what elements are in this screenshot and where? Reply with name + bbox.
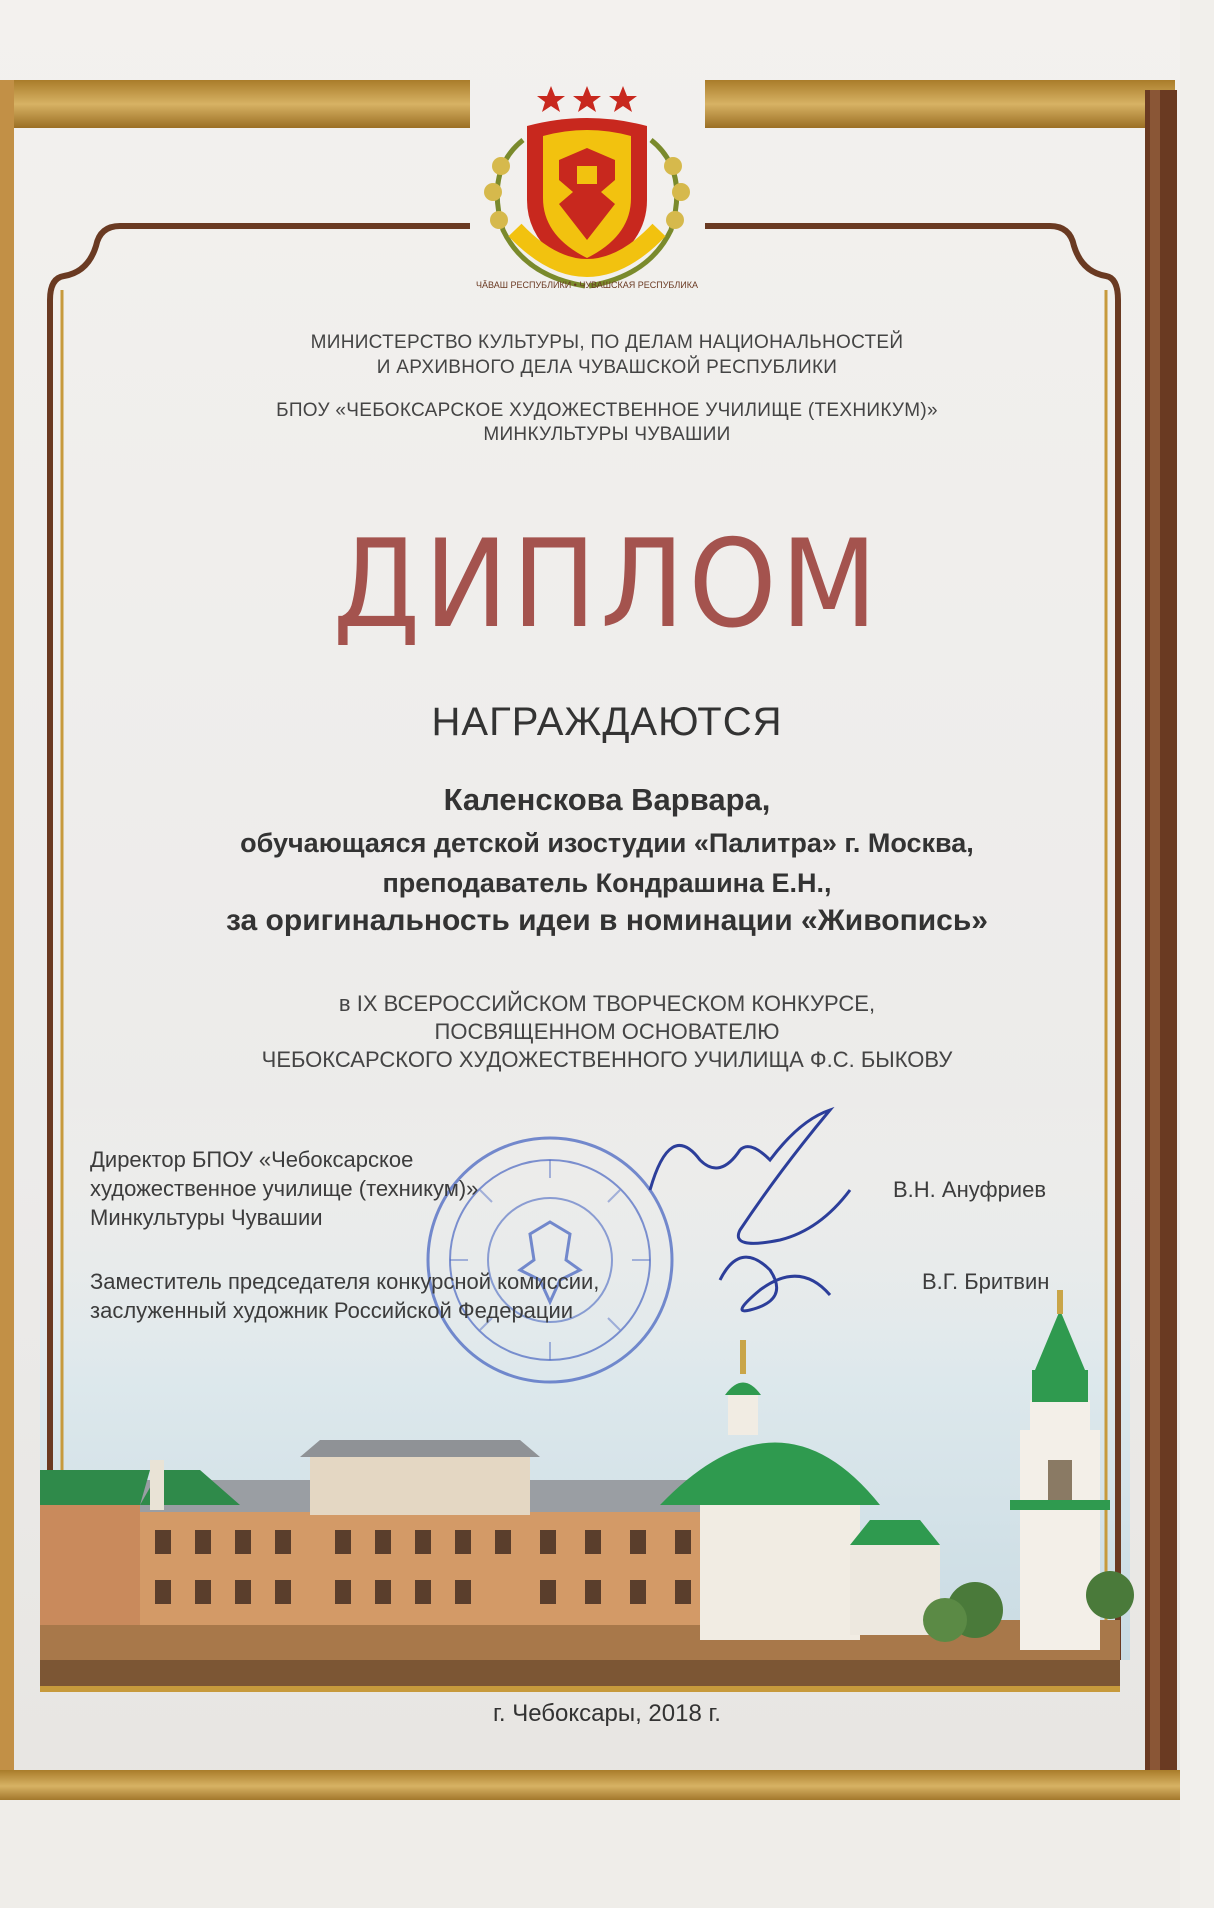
- ministry-line-1: МИНИСТЕРСТВО КУЛЬТУРЫ, ПО ДЕЛАМ НАЦИОНАЛЬНОСТЕЙ: [310, 332, 904, 353]
- signature-scribbles-icon: [630, 1080, 910, 1340]
- awarded-heading: НАГРАЖДАЮТСЯ: [431, 700, 783, 744]
- award-reason: за оригинальность идеи в номинации «Живопись»: [226, 904, 988, 937]
- director-title: [90, 1145, 478, 1232]
- contest-text: [0, 990, 1214, 1074]
- contest-line-1: в IX ВСЕРОССИЙСКОМ ТВОРЧЕСКОМ КОНКУРСЕ,: [338, 991, 876, 1016]
- deputy-line-2: заслуженный художник Российской Федерации: [90, 1298, 574, 1323]
- recipient-name: Каленскова Варвара,: [443, 782, 771, 817]
- contest-line-3: ЧЕБОКСАРСКОГО ХУДОЖЕСТВЕННОГО УЧИЛИЩА Ф.С. БЫКОВУ: [261, 1047, 953, 1072]
- director-line-2: художественное училище (техникум)»: [90, 1176, 479, 1201]
- recipient-teacher: преподаватель Кондрашина Е.Н.,: [382, 868, 832, 898]
- city-year: г. Чебоксары, 2018 г.: [493, 1700, 721, 1727]
- deputy-line-1: Заместитель председателя конкурсной комиссии,: [90, 1269, 600, 1294]
- contest-line-2: ПОСВЯЩЕННОМ ОСНОВАТЕЛЮ: [434, 1019, 780, 1044]
- school-line-1: БПОУ «ЧЕБОКСАРСКОЕ ХУДОЖЕСТВЕННОЕ УЧИЛИЩЕ (ТЕХНИКУМ)»: [276, 400, 938, 421]
- director-name: В.Н. Ануфриев: [893, 1177, 1047, 1202]
- diploma-title: ДИПЛОМ: [332, 514, 882, 656]
- director-line-1: Директор БПОУ «Чебоксарское: [90, 1147, 414, 1172]
- deputy-name: В.Г. Бритвин: [922, 1269, 1050, 1294]
- chuvash-emblem-icon: [465, 80, 710, 295]
- recipient-studio: обучающаяся детской изостудии «Палитра» г. Москва,: [240, 828, 974, 858]
- deputy-title: [90, 1267, 599, 1325]
- school-line-2: МИНКУЛЬТУРЫ ЧУВАШИИ: [483, 424, 731, 445]
- director-line-3: Минкультуры Чувашии: [90, 1205, 323, 1230]
- ministry-line-2: И АРХИВНОГО ДЕЛА ЧУВАШСКОЙ РЕСПУБЛИКИ: [376, 357, 838, 378]
- emblem-ring-text: ЧӐВАШ РЕСПУБЛИКИ • ЧУВАШСКАЯ РЕСПУБЛИКА: [476, 280, 698, 290]
